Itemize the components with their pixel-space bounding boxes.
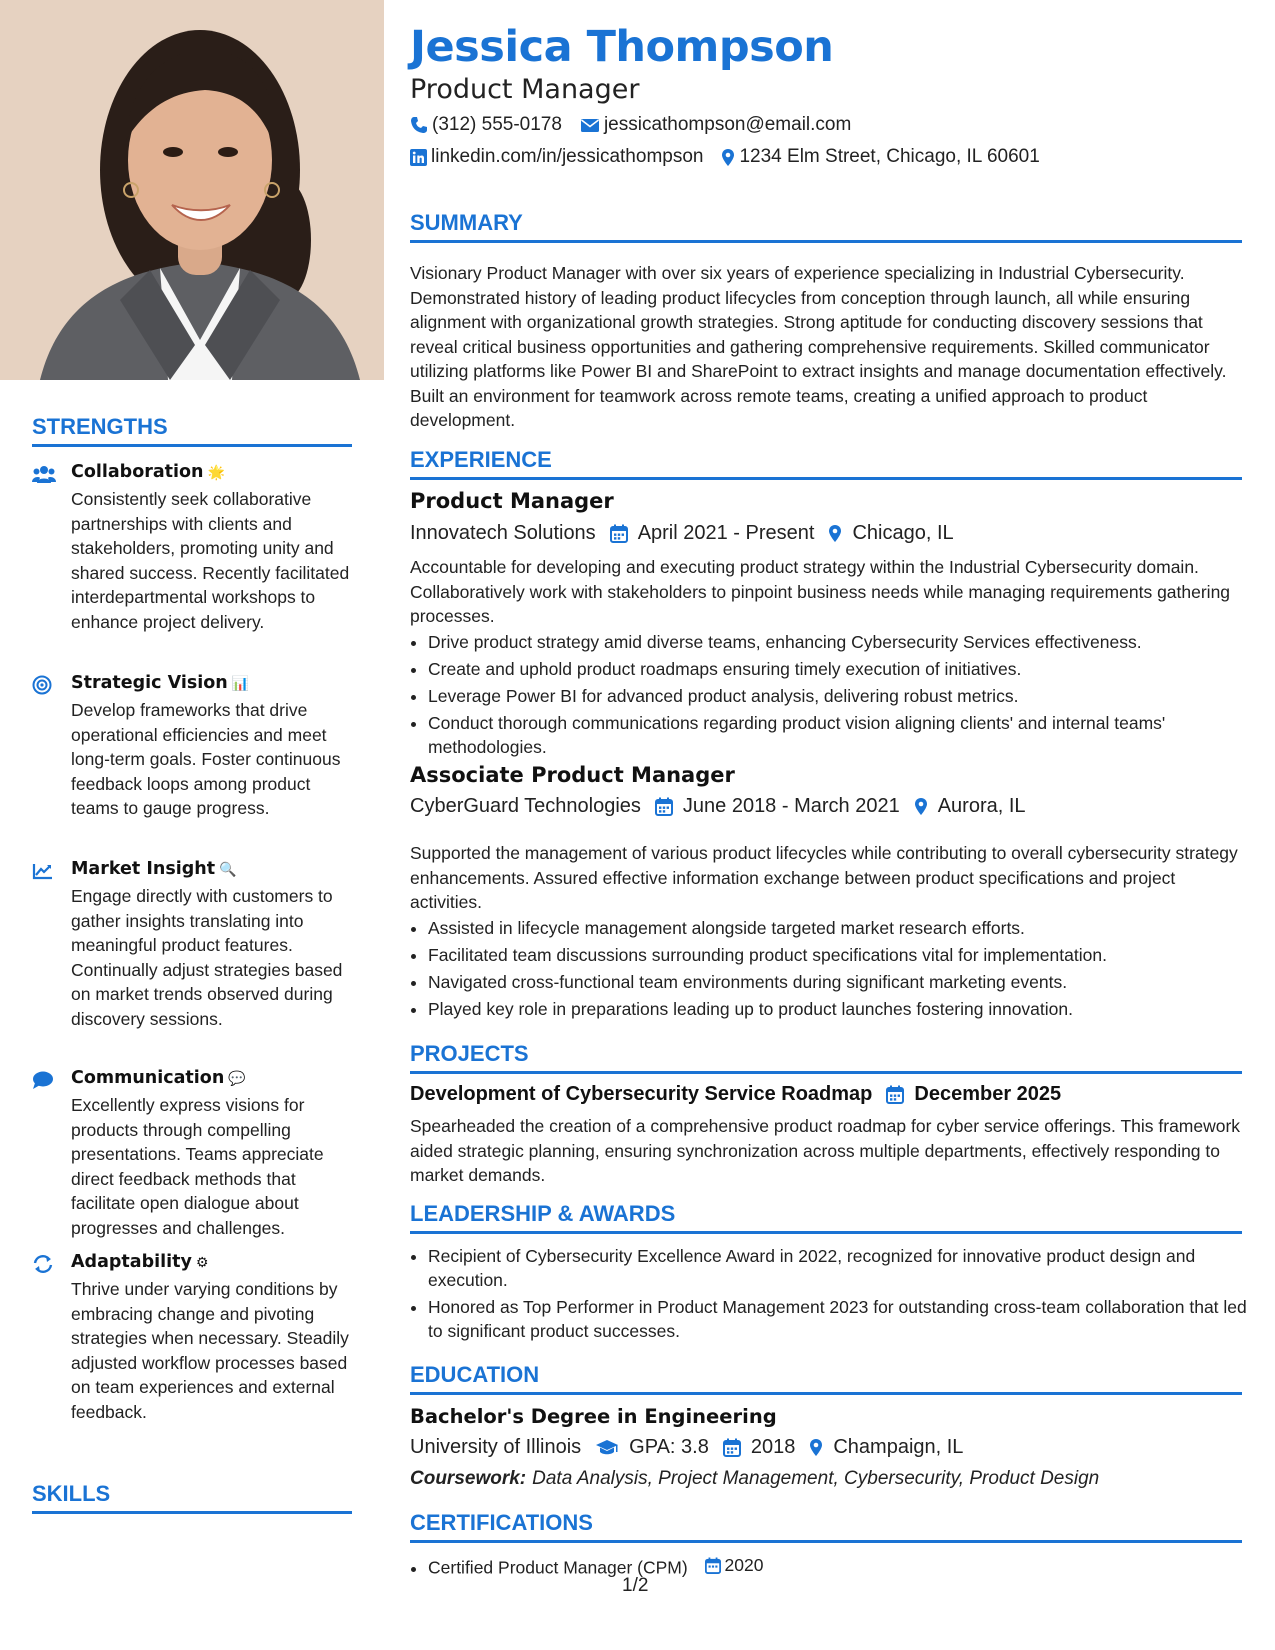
magnifier-emoji-icon: 🔍 [219, 862, 237, 878]
contact-row-2 [410, 146, 1058, 168]
main-content [410, 0, 1247, 1650]
job-company: Innovatech Solutions [410, 522, 596, 544]
job-meta [410, 522, 954, 545]
certifications-list [410, 1553, 1260, 1583]
linkedin-icon [410, 149, 427, 166]
degree-title: Bachelor's Degree in Engineering [410, 1405, 777, 1428]
target-icon [32, 675, 56, 695]
candidate-name: Jessica Thompson [410, 22, 834, 72]
strengths-heading: STRENGTHS [32, 414, 352, 447]
gear-emoji-icon: ⚙ [195, 1255, 209, 1271]
gpa: GPA: 3.8 [629, 1436, 709, 1458]
sidebar [0, 0, 384, 1650]
coursework-label: Coursework: [410, 1468, 527, 1489]
strength-title: Market Insight [71, 859, 216, 879]
chart-line-icon [32, 861, 56, 881]
job-description: Accountable for developing and executing product strategy within the Industrial Cybersecurity domain. Collaboratively work with stakeholders to pinpoint business needs while managing requirements gathering processes. [410, 557, 1231, 626]
linkedin-url[interactable]: linkedin.com/in/jessicathompson [431, 146, 704, 167]
strength-text: Engage directly with customers to gather insights translating into meaningful product features. Continually adjust strategies based on market trends observed during discovery sessions. [71, 886, 343, 1029]
phone-contact [410, 114, 562, 136]
job-title: Product Manager [410, 489, 614, 513]
bar-chart-emoji-icon: 📊 [231, 676, 250, 692]
graduation-cap-icon [595, 1439, 619, 1457]
strength-title: Collaboration [71, 462, 204, 482]
job-location: Chicago, IL [852, 522, 954, 544]
speech-bubble-icon [32, 1070, 56, 1090]
list-item: • Leverage Power BI for advanced product analysis, delivering robust metrics. [428, 684, 1260, 708]
sync-icon [32, 1254, 56, 1274]
job-bullets [410, 916, 1260, 1024]
email-contact[interactable] [580, 114, 851, 136]
list-item: • Create and uphold product roadmaps ensuring timely execution of initiatives. [428, 657, 1260, 681]
skills-heading: SKILLS [32, 1481, 352, 1514]
address-contact [721, 146, 1039, 168]
profile-photo [0, 0, 384, 380]
graduation-year: 2018 [750, 1436, 796, 1458]
job-description: Supported the management of various product lifecycles while contributing to overall cybersecurity strategy enhancements. Assured effective information exchange between product specifications and project activities. [410, 843, 1238, 912]
job-title: Associate Product Manager [410, 763, 735, 787]
calendar-icon [723, 1438, 741, 1457]
phone-icon [410, 116, 428, 134]
job-location: Aurora, IL [937, 795, 1026, 817]
strength-title: Adaptability [71, 1252, 192, 1272]
awards-list [410, 1244, 1260, 1346]
certification-year: 2020 [724, 1555, 764, 1575]
job-dates: June 2018 - March 2021 [682, 795, 900, 817]
project-title: Development of Cybersecurity Service Roadmap [410, 1083, 873, 1105]
summary-text: Visionary Product Manager with over six years of experience specializing in Industrial Cybersecurity. Demonstrated history of leading product lifecycles from conception through launch, all while ensuring alignment with organizational growth strategies. Strong aptitude for conducting discovery sessions that reveal critical business opportunities and gathering comprehensive requirements. Skilled communicator utilizing platforms like Power BI and SharePoint to extract insights and manage documentation effectively. Built an environment for teamwork across remote teams, creating a unified approach to product development. [410, 263, 1227, 430]
list-item: • Recipient of Cybersecurity Excellence Award in 2022, recognized for innovative product design and execution. [428, 1244, 1260, 1292]
star-emoji-icon: 🌟 [207, 465, 225, 481]
education-heading: EDUCATION [410, 1362, 1242, 1395]
street-address: 1234 Elm Street, Chicago, IL 60601 [739, 146, 1040, 167]
portrait-illustration [0, 0, 384, 380]
coursework-list: Data Analysis, Project Management, Cybersecurity, Product Design [532, 1468, 1100, 1489]
school-location: Champaign, IL [833, 1436, 964, 1458]
list-item: • Played key role in preparations leading up to product launches fostering innovation. [428, 997, 1260, 1021]
strength-title: Communication [71, 1068, 225, 1088]
candidate-role: Product Manager [410, 74, 640, 105]
school-name: University of Illinois [410, 1436, 582, 1458]
map-pin-icon [721, 148, 735, 167]
strength-text: Consistently seek collaborative partnerships with clients and stakeholders, promoting unity and shared success. Recently facilitated interdepartmental workshops to enhance project delivery. [71, 489, 350, 632]
list-item: • Facilitated team discussions surrounding product specifications vital for implementation. [428, 943, 1260, 967]
job-meta [410, 795, 1026, 818]
strength-title: Strategic Vision [71, 673, 228, 693]
contact-row-1 [410, 114, 869, 136]
job-bullets [410, 630, 1260, 762]
users-icon [32, 464, 56, 484]
list-item: • Navigated cross-functional team environments during significant marketing events. [428, 970, 1260, 994]
calendar-icon [610, 524, 628, 543]
speech-emoji-icon: 💬 [228, 1071, 246, 1087]
summary-heading: SUMMARY [410, 210, 1242, 243]
phone-number: (312) 555-0178 [432, 114, 562, 135]
list-item: • Drive product strategy amid diverse teams, enhancing Cybersecurity Services effectiveness. [428, 630, 1260, 654]
project-description: Spearheaded the creation of a comprehensive product roadmap for cyber service offerings. This framework aided strategic planning, ensuring synchronization across multiple departments, effectively responding to market demands. [410, 1116, 1241, 1185]
list-item: • Honored as Top Performer in Product Management 2023 for outstanding cross-team collaboration that led to significant product successes. [428, 1295, 1260, 1343]
list-item: • Assisted in lifecycle management alongside targeted market research efforts. [428, 916, 1260, 940]
certifications-heading: CERTIFICATIONS [410, 1510, 1242, 1543]
calendar-icon [705, 1557, 721, 1574]
calendar-icon [886, 1085, 904, 1104]
projects-heading: PROJECTS [410, 1041, 1242, 1074]
coursework-line [410, 1468, 1099, 1490]
project-header [410, 1083, 1061, 1106]
calendar-icon [655, 797, 673, 816]
job-dates: April 2021 - Present [637, 522, 815, 544]
strength-text: Develop frameworks that drive operational efficiencies and meet long-term goals. Foster continuous feedback loops among product teams to gauge progress. [71, 700, 341, 818]
job-company: CyberGuard Technologies [410, 795, 641, 817]
map-pin-icon [809, 1438, 823, 1457]
certification-name: Certified Product Manager (CPM) [428, 1557, 688, 1578]
project-date: December 2025 [914, 1083, 1062, 1105]
list-item [428, 1553, 1260, 1580]
list-item: • Conduct thorough communications regarding product vision aligning clients' and internal teams' methodologies. [428, 711, 1260, 759]
envelope-icon [580, 117, 600, 133]
education-meta [410, 1436, 963, 1459]
map-pin-icon [914, 797, 928, 816]
email-address[interactable]: jessicathompson@email.com [603, 114, 852, 135]
leadership-heading: LEADERSHIP & AWARDS [410, 1201, 1242, 1234]
map-pin-icon [828, 524, 842, 543]
page-indicator: 1/2 [622, 1575, 649, 1596]
experience-heading: EXPERIENCE [410, 447, 1242, 480]
linkedin-contact[interactable] [410, 146, 703, 168]
strength-text: Excellently express visions for products through compelling presentations. Teams appreciate direct feedback methods that facilitate open dialogue about progresses and challenges. [71, 1095, 324, 1238]
strength-text: Thrive under varying conditions by embracing change and pivoting strategies when necessary. Steadily adjusted workflow processes based on team experiences and external feedback. [71, 1279, 349, 1422]
